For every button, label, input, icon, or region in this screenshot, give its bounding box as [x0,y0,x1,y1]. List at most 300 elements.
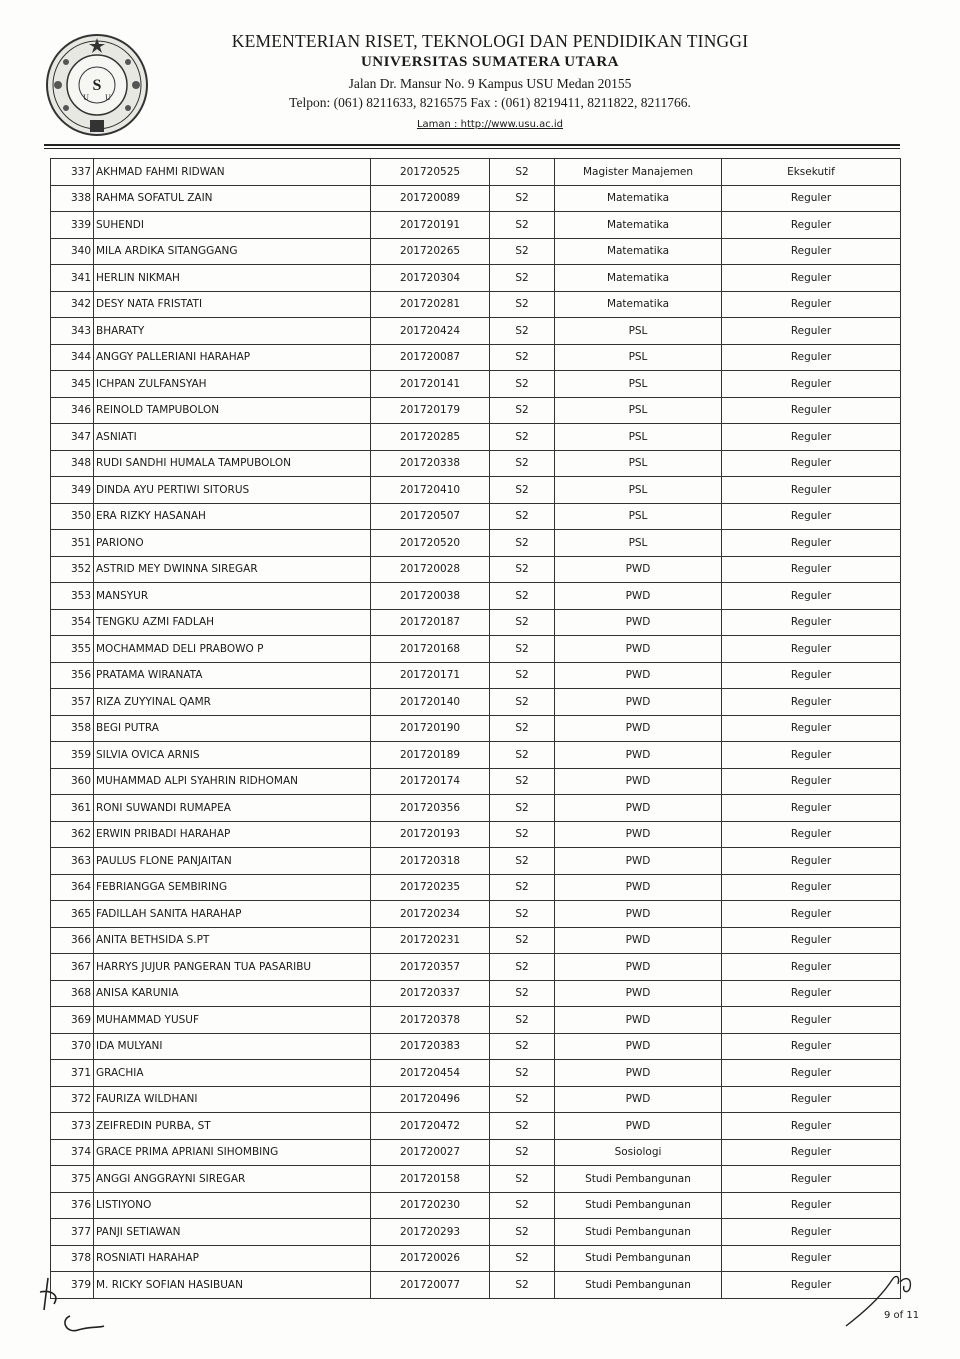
student-id: 201720230 [371,1192,490,1219]
row-number: 374 [51,1139,94,1166]
study-program: Sosiologi [555,1139,722,1166]
student-name: MILA ARDIKA SITANGGANG [94,238,371,265]
study-program: PSL [555,424,722,451]
row-number: 346 [51,397,94,424]
class-type: Reguler [722,397,901,424]
student-name: ANITA BETHSIDA S.PT [94,927,371,954]
table-row [51,768,901,795]
study-program: Studi Pembangunan [555,1219,722,1246]
header-rule-thin [44,148,900,149]
student-name: MUHAMMAD YUSUF [94,1007,371,1034]
table-row [51,1086,901,1113]
study-program: PWD [555,821,722,848]
class-type: Reguler [722,1060,901,1087]
student-name: ANGGI ANGGRAYNI SIREGAR [94,1166,371,1193]
class-type: Reguler [722,291,901,318]
class-type: Reguler [722,1113,901,1140]
class-type: Reguler [722,715,901,742]
degree-level: S2 [490,609,555,636]
row-number: 365 [51,901,94,928]
student-id: 201720281 [371,291,490,318]
student-name: SILVIA OVICA ARNIS [94,742,371,769]
letterhead-text [200,30,780,130]
study-program: PWD [555,954,722,981]
class-type: Reguler [722,662,901,689]
student-id: 201720026 [371,1245,490,1272]
row-number: 377 [51,1219,94,1246]
student-id: 201720189 [371,742,490,769]
row-number: 348 [51,450,94,477]
table-row [51,1166,901,1193]
degree-level: S2 [490,583,555,610]
class-type: Reguler [722,371,901,398]
study-program: Matematika [555,265,722,292]
table-row [51,662,901,689]
degree-level: S2 [490,318,555,345]
student-id: 201720383 [371,1033,490,1060]
degree-level: S2 [490,980,555,1007]
student-name: RONI SUWANDI RUMAPEA [94,795,371,822]
study-program: PWD [555,636,722,663]
student-id: 201720265 [371,238,490,265]
degree-level: S2 [490,530,555,557]
class-type: Reguler [722,1166,901,1193]
student-name: ANGGY PALLERIANI HARAHAP [94,344,371,371]
table-row [51,185,901,212]
table-row [51,1060,901,1087]
row-number: 371 [51,1060,94,1087]
row-number: 343 [51,318,94,345]
row-number: 358 [51,715,94,742]
student-id: 201720338 [371,450,490,477]
student-id: 201720304 [371,265,490,292]
student-id: 201720234 [371,901,490,928]
study-program: PSL [555,318,722,345]
class-type: Reguler [722,1007,901,1034]
phone-fax: Telpon: (061) 8211633, 8216575 Fax : (061) 8219411, 8211822, 8211766. [289,95,691,110]
study-program: PWD [555,1033,722,1060]
student-name: AKHMAD FAHMI RIDWAN [94,159,371,186]
degree-level: S2 [490,636,555,663]
student-name: FEBRIANGGA SEMBIRING [94,874,371,901]
degree-level: S2 [490,715,555,742]
student-id: 201720378 [371,1007,490,1034]
degree-level: S2 [490,371,555,398]
student-id: 201720410 [371,477,490,504]
table-row [51,1139,901,1166]
class-type: Reguler [722,583,901,610]
table-row [51,980,901,1007]
row-number: 344 [51,344,94,371]
study-program: PSL [555,344,722,371]
student-id: 201720193 [371,821,490,848]
student-id: 201720293 [371,1219,490,1246]
degree-level: S2 [490,291,555,318]
signature-initial-left [30,1270,120,1340]
degree-level: S2 [490,503,555,530]
degree-level: S2 [490,954,555,981]
study-program: PWD [555,715,722,742]
student-id: 201720089 [371,185,490,212]
table-row [51,795,901,822]
student-id: 201720028 [371,556,490,583]
table-row [51,1192,901,1219]
degree-level: S2 [490,344,555,371]
class-type: Reguler [722,768,901,795]
table-row [51,477,901,504]
study-program: Magister Manajemen [555,159,722,186]
table-row [51,530,901,557]
study-program: PWD [555,1086,722,1113]
student-name: LISTIYONO [94,1192,371,1219]
student-name: ICHPAN ZULFANSYAH [94,371,371,398]
svg-text:U: U [105,93,111,102]
student-name: FAURIZA WILDHANI [94,1086,371,1113]
university-name: UNIVERSITAS SUMATERA UTARA [360,54,620,70]
class-type: Reguler [722,503,901,530]
student-id: 201720087 [371,344,490,371]
class-type: Reguler [722,212,901,239]
table-row [51,265,901,292]
class-type: Reguler [722,848,901,875]
table-row [51,715,901,742]
row-number: 362 [51,821,94,848]
table-row [51,556,901,583]
student-name: DESY NATA FRISTATI [94,291,371,318]
study-program: PSL [555,530,722,557]
study-program: PWD [555,795,722,822]
student-name: GRACHIA [94,1060,371,1087]
class-type: Reguler [722,238,901,265]
ministry-name: KEMENTERIAN RISET, TEKNOLOGI DAN PENDIDIKAN TINGGI [231,31,749,51]
student-name: ASNIATI [94,424,371,451]
class-type: Reguler [722,1086,901,1113]
student-id: 201720356 [371,795,490,822]
class-type: Reguler [722,874,901,901]
study-program: PWD [555,1060,722,1087]
student-name: BHARATY [94,318,371,345]
student-id: 201720038 [371,583,490,610]
address: Jalan Dr. Mansur No. 9 Kampus USU Medan 20155 [348,76,632,91]
class-type: Reguler [722,954,901,981]
row-number: 368 [51,980,94,1007]
student-id: 201720171 [371,662,490,689]
class-type: Reguler [722,1219,901,1246]
row-number: 364 [51,874,94,901]
student-id: 201720285 [371,424,490,451]
study-program: PSL [555,503,722,530]
study-program: PSL [555,477,722,504]
student-name: TENGKU AZMI FADLAH [94,609,371,636]
degree-level: S2 [490,874,555,901]
table-row [51,609,901,636]
degree-level: S2 [490,901,555,928]
study-program: PWD [555,927,722,954]
header-rule-thick [44,144,900,146]
row-number: 367 [51,954,94,981]
row-number: 337 [51,159,94,186]
table-row [51,689,901,716]
degree-level: S2 [490,556,555,583]
student-name: REINOLD TAMPUBOLON [94,397,371,424]
page-number: 9 of 11 [884,1310,920,1321]
row-number: 369 [51,1007,94,1034]
degree-level: S2 [490,1245,555,1272]
student-id: 201720141 [371,371,490,398]
study-program: PWD [555,609,722,636]
table-row [51,1007,901,1034]
student-name: FADILLAH SANITA HARAHAP [94,901,371,928]
degree-level: S2 [490,1166,555,1193]
student-name: MOCHAMMAD DELI PRABOWO P [94,636,371,663]
row-number: 354 [51,609,94,636]
student-id: 201720318 [371,848,490,875]
degree-level: S2 [490,927,555,954]
student-id: 201720507 [371,503,490,530]
degree-level: S2 [490,1219,555,1246]
class-type: Reguler [722,636,901,663]
class-type: Reguler [722,265,901,292]
study-program: Studi Pembangunan [555,1272,722,1299]
row-number: 341 [51,265,94,292]
student-name: RAHMA SOFATUL ZAIN [94,185,371,212]
student-name: GRACE PRIMA APRIANI SIHOMBING [94,1139,371,1166]
class-type: Reguler [722,450,901,477]
row-number: 352 [51,556,94,583]
table-row [51,1272,901,1299]
class-type: Reguler [722,821,901,848]
study-program: Matematika [555,212,722,239]
degree-level: S2 [490,848,555,875]
letterhead [0,0,960,150]
table-row [51,344,901,371]
study-program: PWD [555,662,722,689]
study-program: PWD [555,768,722,795]
row-number: 353 [51,583,94,610]
row-number: 355 [51,636,94,663]
study-program: PWD [555,689,722,716]
student-id: 201720337 [371,980,490,1007]
row-number: 356 [51,662,94,689]
degree-level: S2 [490,821,555,848]
degree-level: S2 [490,1139,555,1166]
student-name: ROSNIATI HARAHAP [94,1245,371,1272]
row-number: 363 [51,848,94,875]
student-name: PARIONO [94,530,371,557]
student-id: 201720496 [371,1086,490,1113]
table-row [51,371,901,398]
student-name: RIZA ZUYYINAL QAMR [94,689,371,716]
class-type: Reguler [722,530,901,557]
table-row [51,238,901,265]
study-program: Studi Pembangunan [555,1245,722,1272]
study-program: PWD [555,901,722,928]
table-row [51,1033,901,1060]
row-number: 339 [51,212,94,239]
student-id: 201720158 [371,1166,490,1193]
degree-level: S2 [490,1060,555,1087]
study-program: PWD [555,1113,722,1140]
class-type: Eksekutif [722,159,901,186]
student-id: 201720235 [371,874,490,901]
table-row [51,636,901,663]
study-program: PSL [555,371,722,398]
row-number: 342 [51,291,94,318]
table-row [51,1245,901,1272]
website-link[interactable]: Laman : http://www.usu.ac.id [416,119,564,130]
degree-level: S2 [490,397,555,424]
study-program: Studi Pembangunan [555,1192,722,1219]
student-name: SUHENDI [94,212,371,239]
degree-level: S2 [490,662,555,689]
study-program: Matematika [555,185,722,212]
row-number: 349 [51,477,94,504]
row-number: 361 [51,795,94,822]
student-name: MUHAMMAD ALPI SYAHRIN RIDHOMAN [94,768,371,795]
student-name: DINDA AYU PERTIWI SITORUS [94,477,371,504]
student-list-table [50,158,901,1299]
table-row [51,901,901,928]
student-name: M. RICKY SOFIAN HASIBUAN [94,1272,371,1299]
table-row [51,503,901,530]
table-row [51,954,901,981]
degree-level: S2 [490,1007,555,1034]
study-program: Matematika [555,291,722,318]
table-row [51,927,901,954]
table-row [51,1219,901,1246]
signature-initial-right [840,1268,920,1332]
university-seal-icon [46,32,148,138]
row-number: 375 [51,1166,94,1193]
degree-level: S2 [490,1272,555,1299]
table-row [51,583,901,610]
table-row [51,318,901,345]
row-number: 347 [51,424,94,451]
student-name: RUDI SANDHI HUMALA TAMPUBOLON [94,450,371,477]
degree-level: S2 [490,265,555,292]
class-type: Reguler [722,318,901,345]
degree-level: S2 [490,238,555,265]
row-number: 345 [51,371,94,398]
study-program: PSL [555,450,722,477]
student-name: PRATAMA WIRANATA [94,662,371,689]
student-id: 201720168 [371,636,490,663]
degree-level: S2 [490,689,555,716]
study-program: PWD [555,980,722,1007]
student-name: HERLIN NIKMAH [94,265,371,292]
student-id: 201720424 [371,318,490,345]
student-id: 201720179 [371,397,490,424]
degree-level: S2 [490,424,555,451]
study-program: Matematika [555,238,722,265]
degree-level: S2 [490,185,555,212]
class-type: Reguler [722,185,901,212]
table-row [51,291,901,318]
student-id: 201720525 [371,159,490,186]
row-number: 373 [51,1113,94,1140]
student-name: ERA RIZKY HASANAH [94,503,371,530]
class-type: Reguler [722,344,901,371]
student-name: PAULUS FLONE PANJAITAN [94,848,371,875]
student-id: 201720174 [371,768,490,795]
row-number: 379 [51,1272,94,1299]
study-program: PWD [555,848,722,875]
table-row [51,450,901,477]
student-id: 201720187 [371,609,490,636]
row-number: 351 [51,530,94,557]
student-name: MANSYUR [94,583,371,610]
table-row [51,874,901,901]
student-name: BEGI PUTRA [94,715,371,742]
student-name: HARRYS JUJUR PANGERAN TUA PASARIBU [94,954,371,981]
class-type: Reguler [722,424,901,451]
row-number: 338 [51,185,94,212]
student-id: 201720357 [371,954,490,981]
row-number: 370 [51,1033,94,1060]
degree-level: S2 [490,795,555,822]
student-id: 201720191 [371,212,490,239]
degree-level: S2 [490,1086,555,1113]
student-name: ANISA KARUNIA [94,980,371,1007]
student-id: 201720454 [371,1060,490,1087]
table-row [51,212,901,239]
table-row [51,424,901,451]
svg-text:U: U [83,93,89,102]
table-row [51,397,901,424]
student-name: ERWIN PRIBADI HARAHAP [94,821,371,848]
study-program: PSL [555,397,722,424]
degree-level: S2 [490,450,555,477]
degree-level: S2 [490,1192,555,1219]
row-number: 376 [51,1192,94,1219]
row-number: 340 [51,238,94,265]
svg-text:S: S [92,77,102,94]
student-name: PANJI SETIAWAN [94,1219,371,1246]
class-type: Reguler [722,1272,901,1299]
study-program: PWD [555,556,722,583]
class-type: Reguler [722,927,901,954]
class-type: Reguler [722,901,901,928]
class-type: Reguler [722,1033,901,1060]
class-type: Reguler [722,795,901,822]
class-type: Reguler [722,980,901,1007]
student-id: 201720231 [371,927,490,954]
study-program: PWD [555,742,722,769]
study-program: PWD [555,583,722,610]
class-type: Reguler [722,689,901,716]
row-number: 350 [51,503,94,530]
table-row [51,742,901,769]
student-id: 201720520 [371,530,490,557]
student-name: ZEIFREDIN PURBA, ST [94,1113,371,1140]
table-row [51,159,901,186]
table-row [51,848,901,875]
table-row [51,821,901,848]
table-row [51,1113,901,1140]
class-type: Reguler [722,556,901,583]
class-type: Reguler [722,1139,901,1166]
student-name: IDA MULYANI [94,1033,371,1060]
row-number: 357 [51,689,94,716]
row-number: 360 [51,768,94,795]
row-number: 359 [51,742,94,769]
row-number: 378 [51,1245,94,1272]
degree-level: S2 [490,212,555,239]
class-type: Reguler [722,609,901,636]
student-id: 201720190 [371,715,490,742]
degree-level: S2 [490,1113,555,1140]
degree-level: S2 [490,477,555,504]
